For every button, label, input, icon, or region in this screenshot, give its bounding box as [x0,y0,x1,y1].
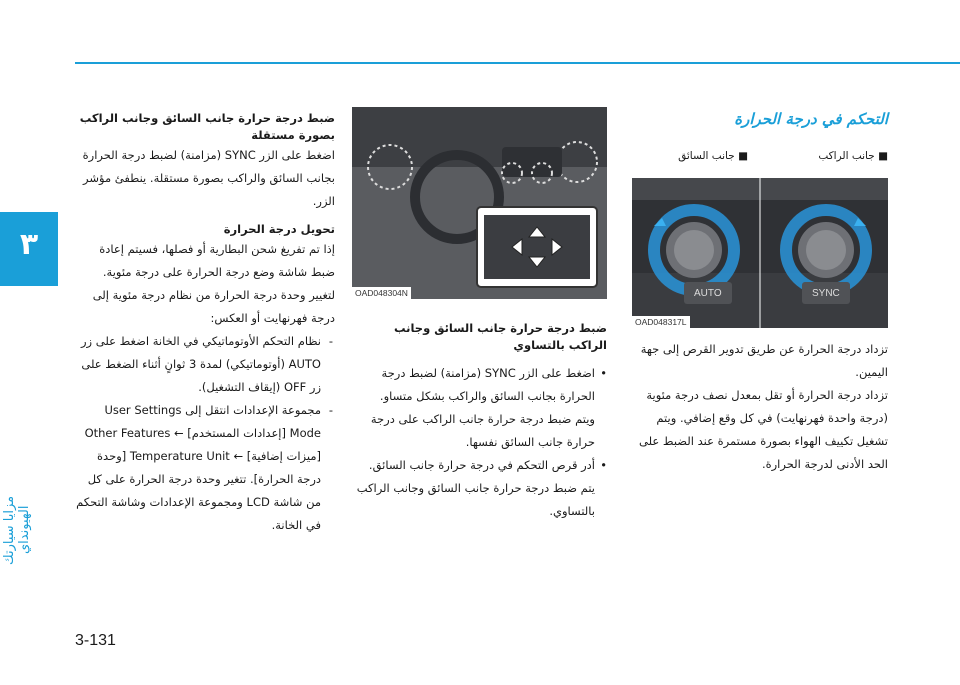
page-number: 3-131 [75,632,116,649]
chapter-tab [0,212,58,286]
legend-passenger-side: ■ جانب الراكب [818,150,888,162]
paragraph: تزداد درجة الحرارة عن طريق تدوير القرص إلى جهة اليمين. [640,342,888,379]
bullet-item: • اضغط على الزر SYNC (مزامنة) لضبط درجة الحرارة بجانب السائق والراكب بشكل متساو. [352,362,607,408]
column-sync-equal [352,320,607,523]
dashboard-illustration [352,107,607,299]
climate-knobs-illustration [632,178,888,328]
chapter-title: مزايا سيارتك الهيونداي [2,495,32,565]
header-rule [75,62,960,64]
subheading: تحويل درجة الحرارة [223,222,335,236]
paragraph: تزداد درجة الحرارة أو تقل بمعدل نصف درجة مئوية (درجة واحدة فهرنهايت) في كل وقع إضافي. ويتم تشغيل تكييف الهواء بصورة مستمرة عند الضبط على الحد الأدنى لدرجة الحرارة. [639,388,888,471]
image-code: OAD048304N [352,287,411,299]
section-title: التحكم في درجة الحرارة [734,110,888,128]
column-temperature-control [632,110,888,138]
dash-item: - نظام التحكم الأوتوماتيكي في الخانة اضغط على زر AUTO (أوتوماتيكي) لمدة 3 ثوانٍ أثناء الضغط على زر OFF (إيقاف التشغيل). [75,330,335,399]
legend-driver-side: ■ جانب السائق [678,150,748,162]
section-heading: ضبط درجة حرارة جانب السائق وجانب الراكب بالتساوي [393,321,607,352]
section-heading: ضبط درجة حرارة جانب السائق وجانب الراكب بصورة مستقلة [79,111,335,142]
auto-button: AUTO [694,288,722,299]
paragraph: ويتم ضبط درجة حرارة جانب الراكب على درجة حرارة جانب السائق نفسها. [370,412,595,449]
column-temperature-text [632,338,888,476]
paragraph: إذا تم تفريغ شحن البطارية أو فصلها، فسيتم إعادة ضبط شاشة وضع درجة الحرارة على درجة مئوية. لتغيير وحدة درجة الحرارة من نظام درجة مئوية إلى درجة فهرنهايت أو العكس: [92,242,335,325]
climate-knobs-image [632,178,888,328]
dash-item: - مجموعة الإعدادات انتقل إلى User Settings Mode [إعدادات المستخدم] ← Other Features [ميزات إضافية] ← Temperature Unit [وحدة درجة الحرارة]. تتغير وحدة درجة الحرارة على كل من شاشة LCD ومجموعة الإعدادات وشاشة التحكم في الخانة. [75,399,335,537]
dashboard-image [352,107,607,299]
bullet-item: • أدر قرص التحكم في درجة حرارة جانب السائق. يتم ضبط درجة حرارة جانب السائق وجانب الراكب بالتساوي. [352,454,607,523]
column-independent-temperature [75,110,335,537]
sync-button: SYNC [812,288,840,299]
image-code: OAD048317L [632,316,690,328]
paragraph: اضغط على الزر SYNC (مزامنة) لضبط درجة الحرارة بجانب السائق والراكب بصورة مستقلة. ينطفئ مؤشر الزر. [82,148,335,208]
chapter-number: ٣ [19,227,39,262]
